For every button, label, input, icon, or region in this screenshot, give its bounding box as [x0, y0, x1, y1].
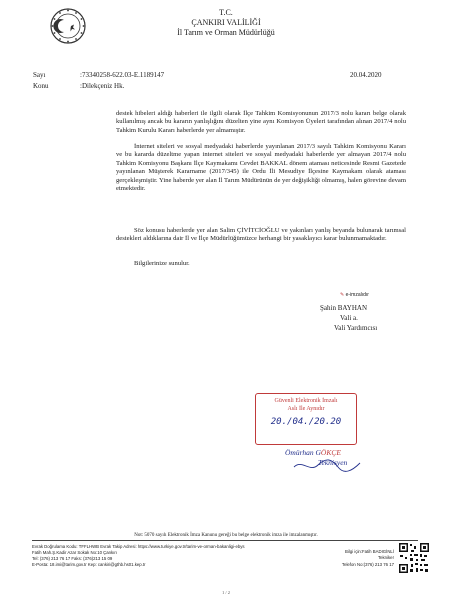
handwritten-signature-icon — [292, 455, 362, 475]
page-number: 1 / 2 — [221, 590, 230, 595]
footer-divider — [32, 540, 418, 541]
number-value: :73340258-622.03-E.1189147 — [80, 71, 165, 79]
signer-role-2: Vali Yardımcısı — [334, 324, 378, 332]
header-directorate: İl Tarım ve Orman Müdürlüğü — [177, 28, 275, 37]
footer-verify: Evrak Doğrulama Kodu: TFFLHWB Evrak Takip Adresi: https://www.turkiye.gov.tr/tarim-ve-orman-bakanligi-ebys — [32, 544, 245, 549]
stamp-line-2: Aslı İle Aynıdır — [287, 406, 325, 412]
closing-line: Bilgilerinize sunulur. — [134, 260, 190, 267]
header-governorship: ÇANKIRI VALİLİĞİ — [191, 18, 261, 27]
document-date: 20.04.2020 — [350, 71, 382, 79]
eimza-label: ✎ e-imzalıdır — [340, 292, 369, 298]
footer-phone: Tel: (376) 213 76 17 Faks: (376)213 15 09 — [32, 556, 113, 561]
stamp-signer-role: Teknisyen — [318, 458, 348, 467]
certified-copy-stamp — [255, 393, 357, 445]
body-paragraph-3: Söz konusu haberlerde yer alan Salim ÇİVİTCİOĞLU ve yakınları yanlış beyanda bulunarak tarımsal destekleri aldıklarına dair İl ve İlçe Müdürlüğümüzce herhangi bir yasaklayıcı karar bulunmamaktadır. — [116, 227, 406, 243]
footer-info: Bilgi için:Fatih BADIGİNLİ — [345, 549, 394, 554]
subject-value: :Dilekçeniz Hk. — [80, 82, 125, 90]
subject-label: Konu — [33, 82, 49, 90]
header-country: T.C. — [219, 8, 233, 17]
signer-name: Şahin BAYHAN — [320, 304, 367, 312]
number-label: Sayı — [33, 71, 46, 79]
footer-note: Not: 5070 sayılı Elektronik İmza Kanunu gereği bu belge elektronik imza ile imzalanmıştır. — [134, 533, 318, 538]
footer-info-phone: Telefon No:(376) 213 76 17 — [341, 562, 394, 567]
footer-info-role: Tekniker — [378, 555, 394, 560]
body-paragraph-2: İnternet siteleri ve sosyal medyadaki haberlerde yayınlanan 2017/3 sayılı Tahkim Komisyonu Kararı ve bu kararda düzeltme yapan internet siteleri ve sosyal medyadaki haberlerde yer almayan 2017/4 nolu Tahkim Komisyonu Başkanı İlçe Kaymakamı Cevdet BAKKAL dönem ataması neticesinde Resmi Gazetede yayınlanan Müşterek Kararname (2017/345) ile Ordu İli Mesudiye İlçesine Kaymakam olarak ataması gerçekleşmiştir. Yine haberde yer alan İl Tarım Müdürünün de yer değişikliği olmamış, halen görevine devam etmektedir. — [116, 143, 406, 193]
body-paragraph-1: destek hibeleri aldığı haberleri ile ilgili olarak İlçe Tahkim Komisyonunun 2017/3 nolu kararı belge olarak kullanılmış ancak bu kararın yanlışlığını düzelten yine aynı Komisyon Üyeleri tarafından alınan 2017/4 nolu Tahkim Kurulu Kararı haberlerde yer almamıştır. — [116, 110, 406, 134]
stamp-line-1: Güvenli Elektronik İmzalı — [274, 398, 338, 404]
pen-icon: ✎ — [340, 292, 345, 298]
signer-role-1: Vali a. — [340, 314, 358, 322]
footer-address: Fatih Mah.Ş.Kadir Azar Sokak No:10 Çankırı — [32, 550, 118, 555]
footer-email: E-Posta: 18.imi@tarim.gov.tr Kep: cankiri@gthb.hs01.kep.tr — [32, 562, 146, 567]
stamp-signer: Ömürhan GÖKÇE — [285, 448, 341, 457]
qr-code-icon — [398, 542, 430, 574]
stamp-date: 20./04./20.20 — [270, 417, 342, 427]
